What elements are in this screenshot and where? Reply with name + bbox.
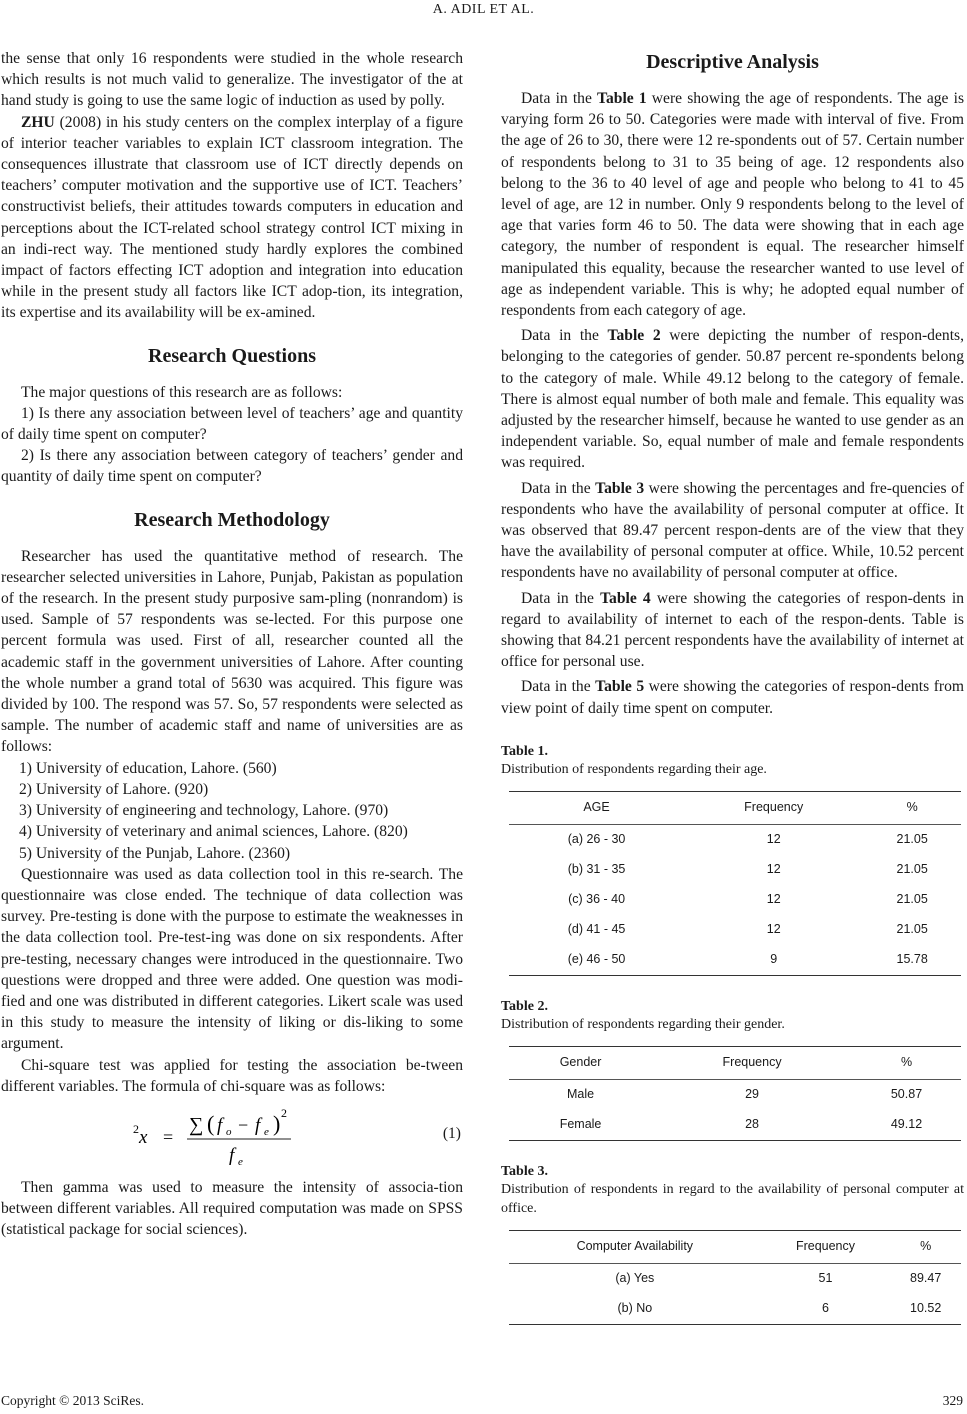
equation-number: (1) (442, 1124, 461, 1142)
table-header-row (509, 1046, 961, 1079)
cell: (d) 41 - 45 (567, 922, 626, 937)
paragraph (501, 325, 964, 473)
table-header-row (509, 1230, 961, 1263)
svg-text:−: − (238, 1114, 249, 1135)
table-label: Table 2. (501, 998, 548, 1014)
svg-text:): ) (273, 1110, 281, 1136)
cell: 12 (766, 832, 781, 847)
text-run: Data in the (521, 327, 608, 345)
svg-text:e: e (238, 1155, 243, 1168)
column-header: % (852, 1046, 961, 1079)
column-header: % (890, 1230, 961, 1263)
cell: 49.12 (852, 1110, 961, 1141)
cell: 50.87 (890, 1087, 923, 1102)
cell: 89.47 (910, 1271, 942, 1286)
cell: 29 (745, 1087, 759, 1102)
table-label: Table 1. (501, 743, 548, 759)
table-1-label (501, 743, 964, 760)
table-reference: Table 3 (595, 479, 645, 497)
svg-text:f: f (217, 1114, 223, 1136)
table-3-caption: Distribution of respondents in regard to the availability of personal computer at office. (501, 1181, 964, 1216)
table-row (509, 915, 961, 945)
running-head: A. ADIL ET AL. (432, 2, 535, 17)
paragraph: Then gamma was used to measure the intensity of associa-tion between different variables. All required computation was made on SPSS (statistical package for social sciences). (1, 1178, 463, 1239)
university-list (1, 758, 463, 864)
list-item: 5) University of the Punjab, Lahore. (2360) (19, 844, 291, 862)
table-reference: Table 2 (607, 327, 661, 345)
svg-text:=: = (163, 1126, 174, 1147)
cell: (e) 46 - 50 (509, 945, 684, 976)
column-header: AGE (509, 791, 684, 824)
paragraph: Questionnaire was used as data collection tool in this re-search. The questionnaire was close ended. The technique of data collection was survey. Pre-testing is done with the purpose to estimate the weaknesses in the data collection tool. Pre-test-ing was done on six respondents. After pre-testing, necessary changes were introduced in the questionnaire. Two questions were dropped and three were added. One question was modi-fied and one was distributed in different categories. Likert scale was used in this study to measure the intensity of liking or dis-liking to some argument. (1, 865, 463, 1053)
formula-graphic (131, 1101, 431, 1171)
table-row (509, 1263, 961, 1294)
list-item: 1) University of education, Lahore. (560) (19, 759, 277, 777)
paragraph-text: (2008) in his study centers on the complex interplay of a figure of interior teacher variables to explain ICT classroom integration. The consequences illustrate that classroom use of ICT directly depends on teachers’ computer motivation and the supportive use of ICT. Teachers’ constructivist beliefs, their attitudes towards computers in education and perceptions about the ICT-related school strategy control ICT mixing in an indi-rect way. The mentioned study hardly explores the combined impact of factors effecting ICT adoption and integration into education while in the present study all factors like ICT adop-tion, its integration, its expertise and its availability will be ex-amined. (1, 113, 463, 322)
table-label: Table 3. (501, 1163, 548, 1179)
text-run: Data in the (521, 479, 596, 497)
list-item: 4) University of veterinary and animal sciences, Lahore. (820) (19, 823, 408, 841)
table-row (509, 1079, 961, 1110)
paragraph: Chi-square test was applied for testing the association be-tween different variables. The formula of chi-square was as follows: (1, 1056, 463, 1095)
copyright-footer: Copyright © 2013 SciRes. (1, 1393, 145, 1408)
text-run: Data in the (521, 678, 596, 696)
svg-text:(: ( (207, 1110, 215, 1136)
table-row (509, 855, 961, 885)
research-question-2: 2) Is there any association between category of teachers’ gender and quantity of daily time spent on computer? (1, 447, 463, 486)
table-row (509, 945, 961, 976)
list-item: 2) University of Lahore. (920) (19, 780, 209, 798)
chi-square-formula (1, 1101, 463, 1171)
table-2-caption: Distribution of respondents regarding their gender. (501, 1016, 785, 1032)
table-reference: Table 5 (595, 678, 645, 696)
cell: Female (509, 1110, 652, 1141)
cell: 12 (766, 922, 781, 937)
column-header: Frequency (684, 791, 863, 824)
section-heading-descriptive-analysis: Descriptive Analysis (646, 51, 819, 73)
table-row (509, 885, 961, 915)
svg-text:f: f (229, 1144, 235, 1166)
svg-text:x: x (139, 1126, 148, 1148)
paragraph (501, 478, 964, 584)
svg-text:e: e (264, 1125, 269, 1138)
paragraph-zhu (1, 112, 463, 324)
text-run: were showing the categories of respon-dents in regard to availability of internet to each of the respon-dents. Table is showing that 84.21 percent respondents have the availability of internet at office for personal use. (501, 589, 965, 671)
text-run: Data in the (521, 589, 601, 607)
cell: 15.78 (863, 945, 961, 976)
cell: (a) Yes (615, 1271, 655, 1286)
left-column (1, 48, 463, 1241)
text-run: were showing the age of respondents. The age is varying form 26 to 50. Categories were made with interval of five. From the age of 26 to 30, there were 12 re-spondents out of 57. Certain number of respondents belong to 31 to 35 being of age. 12 respondents also belong to the 36 to 40 level of age and people who belong to 41 to 45 level of age, are 12 in number. Only 9 respondents belong to the level of age that varies form 46 to 50. The data were showing that in each age category, the number of respondent is equal. The researcher himself manipulated this equality, because the researcher wanted to use level of age as independent variable. This is why; he adopted equal number of respondents from each category of age. (501, 90, 965, 320)
svg-text:2: 2 (281, 1105, 287, 1120)
cell: 12 (766, 892, 781, 907)
cell: 28 (652, 1110, 852, 1141)
cell: (c) 36 - 40 (568, 892, 626, 907)
cell: (b) No (509, 1294, 761, 1325)
right-column (501, 50, 964, 1325)
author-name: ZHU (21, 113, 55, 131)
paragraph: Researcher has used the quantitative method of research. The researcher selected universities in Lahore, Punjab, Pakistan as population of the research. In the present study purposive sam-pling (nonrandom) is used. Sample of 57 respondents was se-lected. For this purpose one percent formula was used. First of all, researcher counted all the academic staff in the government universities of Lahore. After counting the whole number a grand total of 5630 was acquired. This figure was divided by 100. The respond was 57. So, 57 respondents were selected as sample. The number of academic staff and name of universities are as follows: (1, 547, 463, 756)
column-header: Frequency (652, 1046, 852, 1079)
cell: 10.52 (890, 1294, 961, 1325)
table-2-label (501, 998, 964, 1015)
cell: 51 (818, 1271, 833, 1286)
column-header: Frequency (761, 1230, 891, 1263)
column-header: Gender (509, 1046, 652, 1079)
rq-intro: The major questions of this research are as follows: (21, 383, 343, 401)
table-3-label (501, 1163, 964, 1180)
table-header-row (509, 791, 961, 824)
paragraph: the sense that only 16 respondents were studied in the whole research which results is not much valid to generalize. The investigator of the at hand study is going to use the same logic of induction as used by polly. (1, 50, 463, 110)
text-run: were showing the percentages and fre-quencies of respondents who have the availability of personal computer at office. It was observed that 89.47 percent respon-dents are of the view that they have the availability of personal computer at office. While, 10.52 percent respondents have no availability of personal computer at office. (501, 479, 965, 582)
cell: 6 (761, 1294, 891, 1325)
text-run: were depicting the number of respon-dents, belonging to the categories of gender. 50.87 percent re-spondents belong to the category of male. While 49.12 belong to the category of female. There is almost equal number of both male and female. This equality was adjusted by the researcher himself, because he wanted to use gender as an independent variable. So, equal number of male and female respondents was required. (501, 327, 964, 472)
svg-text:f: f (255, 1114, 261, 1136)
column-header: Computer Availability (509, 1230, 761, 1263)
cell: 21.05 (896, 832, 928, 847)
text-run: Data in the (521, 90, 598, 107)
svg-text:∑: ∑ (189, 1113, 204, 1136)
table-1 (509, 791, 961, 976)
paragraph (501, 588, 964, 673)
table-row (509, 824, 961, 855)
table-row (509, 1110, 961, 1141)
cell: 21.05 (896, 862, 928, 877)
section-heading-research-questions: Research Questions (148, 344, 316, 367)
svg-text:o: o (226, 1125, 232, 1138)
cell: 9 (684, 945, 863, 976)
table-2 (509, 1046, 961, 1141)
page-number: 329 (942, 1393, 963, 1408)
table-reference: Table 4 (600, 589, 651, 607)
paragraph (501, 676, 964, 718)
table-1-caption: Distribution of respondents regarding their age. (501, 761, 767, 777)
svg-text:2: 2 (133, 1121, 139, 1136)
column-header: % (863, 791, 961, 824)
cell: (b) 31 - 35 (567, 862, 626, 877)
cell: (a) 26 - 30 (567, 832, 626, 847)
text-run: were showing the categories of respon-dents from view point of daily time spent on computer. (501, 678, 965, 717)
table-reference: Table 1 (597, 90, 647, 107)
cell: 21.05 (896, 892, 928, 907)
cell: 12 (766, 862, 781, 877)
list-item: 3) University of engineering and technology, Lahore. (970) (19, 802, 389, 820)
research-question-1: 1) Is there any association between level of teachers’ age and quantity of daily time spent on computer? (1, 404, 463, 444)
section-heading-research-methodology: Research Methodology (134, 508, 330, 531)
paragraph (501, 88, 964, 321)
table-row (509, 1294, 961, 1325)
cell: 21.05 (896, 922, 928, 937)
table-3 (509, 1230, 961, 1325)
cell: Male (567, 1087, 595, 1102)
